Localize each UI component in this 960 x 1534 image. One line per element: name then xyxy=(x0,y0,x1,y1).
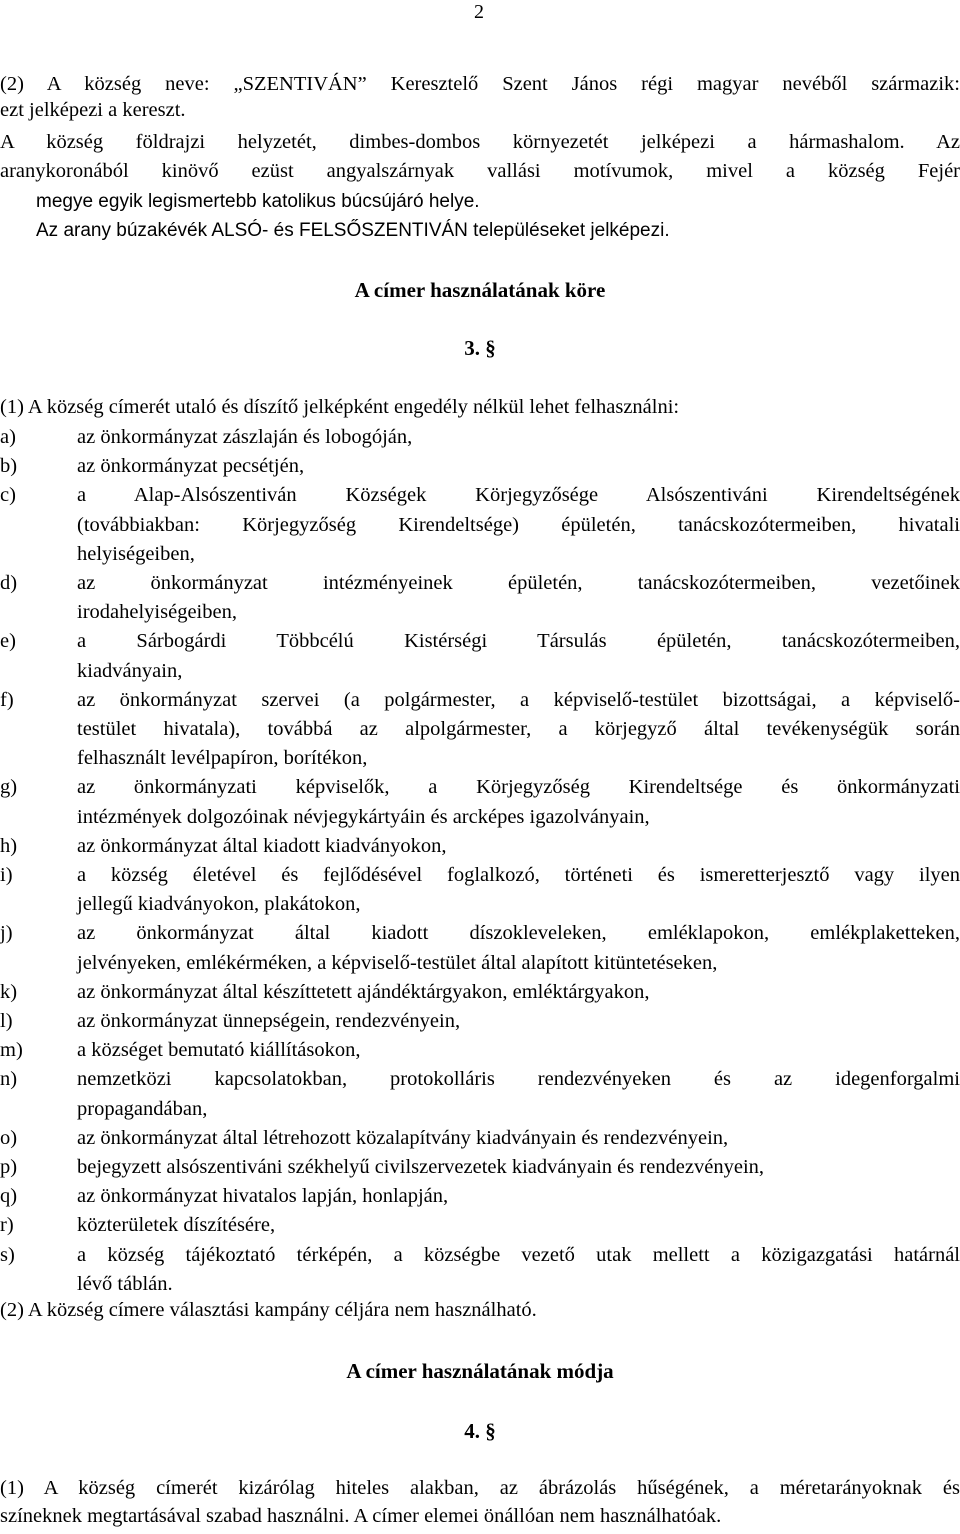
list-item-text xyxy=(77,1065,960,1123)
list-item-line: (továbbiakban: Körjegyzőség Kirendeltsége) épületén, tanácskozótermeiben, hivatali xyxy=(77,513,960,536)
list-item-label: m) xyxy=(0,1039,23,1062)
list-item-text xyxy=(77,978,960,1007)
list-item-text xyxy=(77,627,960,685)
list-item-line: a község életével és fejlődésével foglalkozó, történeti és ismeretterjesztő vagy ilyen xyxy=(77,864,960,886)
list-item-label: a) xyxy=(0,426,16,448)
list-item-line: az önkormányzat hivatalos lapján, honlapján, xyxy=(77,1185,449,1208)
list-item-line: az önkormányzat által kiadott kiadványokon, xyxy=(77,834,447,857)
list-item-label: r) xyxy=(0,1214,14,1237)
section-intro: (1) A község címerét utaló és díszítő jelképként engedély nélkül lehet felhasználni: xyxy=(0,396,680,418)
list-item-line: testület hivatala), továbbá az alpolgármester, a körjegyző által tevékenységük során xyxy=(77,717,960,740)
list-item-label: d) xyxy=(0,572,18,594)
list-item-line: a község tájékoztató térképén, a községbe vezető utak mellett a közigazgatási határnál xyxy=(77,1243,960,1266)
list-item-text xyxy=(77,423,960,452)
list-item-line: az önkormányzat intézményeinek épületén, tanácskozótermeiben, vezetőinek xyxy=(77,572,960,594)
list-item-line: az önkormányzat ünnepségein, rendezvényein, xyxy=(77,1010,461,1032)
list-item-line: lévő táblán. xyxy=(77,1272,173,1295)
list-item-label: p) xyxy=(0,1156,18,1178)
list-item-text xyxy=(77,1241,960,1299)
intro-line: aranykoronából kinövő ezüst angyalszárnyak vallási motívumok, mivel a község Fejér xyxy=(0,160,960,182)
intro-line: (2) A község neve: „SZENTIVÁN” Keresztelő Szent János régi magyar nevéből származik: xyxy=(0,73,960,95)
list-item-label: l) xyxy=(0,1010,13,1032)
list-item-label: q) xyxy=(0,1185,18,1208)
list-item-line: propagandában, xyxy=(77,1097,208,1120)
list-item-text xyxy=(77,773,960,831)
list-item-label: c) xyxy=(0,484,16,507)
list-item-line: közterületek díszítésére, xyxy=(77,1214,276,1237)
intro-line: megye egyik legismertebb katolikus búcsújáró helye. xyxy=(36,191,480,212)
list-item-line: az önkormányzati képviselők, a Körjegyzőség Kirendeltsége és önkormányzati xyxy=(77,776,960,799)
list-item-text xyxy=(77,1182,960,1211)
list-item-line: irodahelyiségeiben, xyxy=(77,601,237,624)
list-item-text xyxy=(77,1211,960,1240)
list-item-text xyxy=(77,1007,960,1036)
list-item-label: j) xyxy=(0,922,13,945)
list-item-line: az önkormányzat pecsétjén, xyxy=(77,455,305,478)
list-item-label: n) xyxy=(0,1068,18,1091)
list-item-line: bejegyzett alsószentiváni székhelyű civilszervezetek kiadványain és rendezvényein, xyxy=(77,1156,765,1178)
list-item-label: g) xyxy=(0,776,18,799)
section-heading: A címer használatának köre xyxy=(354,278,606,302)
list-item-line: jelvényeken, emlékérméken, a képviselő-testület által alapított kitüntetéseken, xyxy=(77,951,718,974)
list-item-line: az önkormányzat által kiadott díszokleveleken, emléklapokon, emlékplaketteken, xyxy=(77,922,960,945)
list-item-text xyxy=(77,1124,960,1153)
list-item-text xyxy=(77,686,960,774)
intro-line: A község földrajzi helyzetét, dimbes-dombos környezetét jelképezi a hármashalom. Az xyxy=(0,131,960,153)
list-item-line: felhasznált levélpapíron, borítékon, xyxy=(77,747,368,770)
list-item-label: k) xyxy=(0,980,18,1003)
list-item-line: az önkormányzat által létrehozott közalapítvány kiadványain és rendezvényein, xyxy=(77,1126,729,1149)
list-item-label: o) xyxy=(0,1126,18,1149)
list-item-label: i) xyxy=(0,864,13,886)
list-item-label: f) xyxy=(0,688,14,711)
list-item-text xyxy=(77,861,960,919)
list-item-line: a községet bemutató kiállításokon, xyxy=(77,1039,361,1062)
paragraph-line: színeknek megtartásával szabad használni. A címer elemei önállóan nem használhatóak. xyxy=(0,1505,722,1527)
list-item-line: helyiségeiben, xyxy=(77,542,195,565)
list-item-text xyxy=(77,1153,960,1182)
list-item-text xyxy=(77,832,960,861)
list-item-label: s) xyxy=(0,1243,15,1266)
list-item-text xyxy=(77,569,960,627)
paragraph-line: (1) A község címerét kizárólag hiteles alakban, az ábrázolás hűségének, a méretarányoknak és xyxy=(0,1477,960,1499)
list-item-line: kiadványain, xyxy=(77,659,183,682)
paragraph: (2) A község címere választási kampány céljára nem használható. xyxy=(0,1299,537,1321)
list-item-line: az önkormányzat zászlaján és lobogóján, xyxy=(77,426,413,448)
list-item-line: az önkormányzat által készíttetett ajándéktárgyakon, emléktárgyakon, xyxy=(77,980,650,1003)
list-item-line: a Alap-Alsószentiván Községek Körjegyzősége Alsószentiváni Kirendeltségének xyxy=(77,484,960,507)
list-item-line: nemzetközi kapcsolatokban, protokolláris rendezvényeken és az idegenforgalmi xyxy=(77,1068,960,1091)
list-item-text xyxy=(77,919,960,977)
list-item-label: e) xyxy=(0,630,16,653)
list-item-line: jellegű kiadványokon, plakátokon, xyxy=(77,893,361,916)
section-number: 3. § xyxy=(464,336,496,360)
intro-line: Az arany búzakévék ALSÓ- és FELSŐSZENTIVÁN településeket jelképezi. xyxy=(36,220,670,241)
list-item-text xyxy=(77,452,960,481)
list-item-text xyxy=(77,481,960,569)
section-number: 4. § xyxy=(464,1419,496,1443)
page-number: 2 xyxy=(474,1,484,23)
list-item-line: a Sárbogárdi Többcélú Kistérségi Társulás épületén, tanácskozótermeiben, xyxy=(77,630,960,653)
list-item-label: b) xyxy=(0,455,18,478)
list-item-line: intézmények dolgozóinak névjegykártyáin és arcképes igazolványain, xyxy=(77,805,650,828)
list-item-text xyxy=(77,1036,960,1065)
section-heading: A címer használatának módja xyxy=(346,1359,614,1383)
list-item-line: az önkormányzat szervei (a polgármester, a képviselő-testület bizottságai, a képviselő- xyxy=(77,688,960,711)
list-item-label: h) xyxy=(0,834,18,857)
intro-line: ezt jelképezi a kereszt. xyxy=(0,99,186,121)
